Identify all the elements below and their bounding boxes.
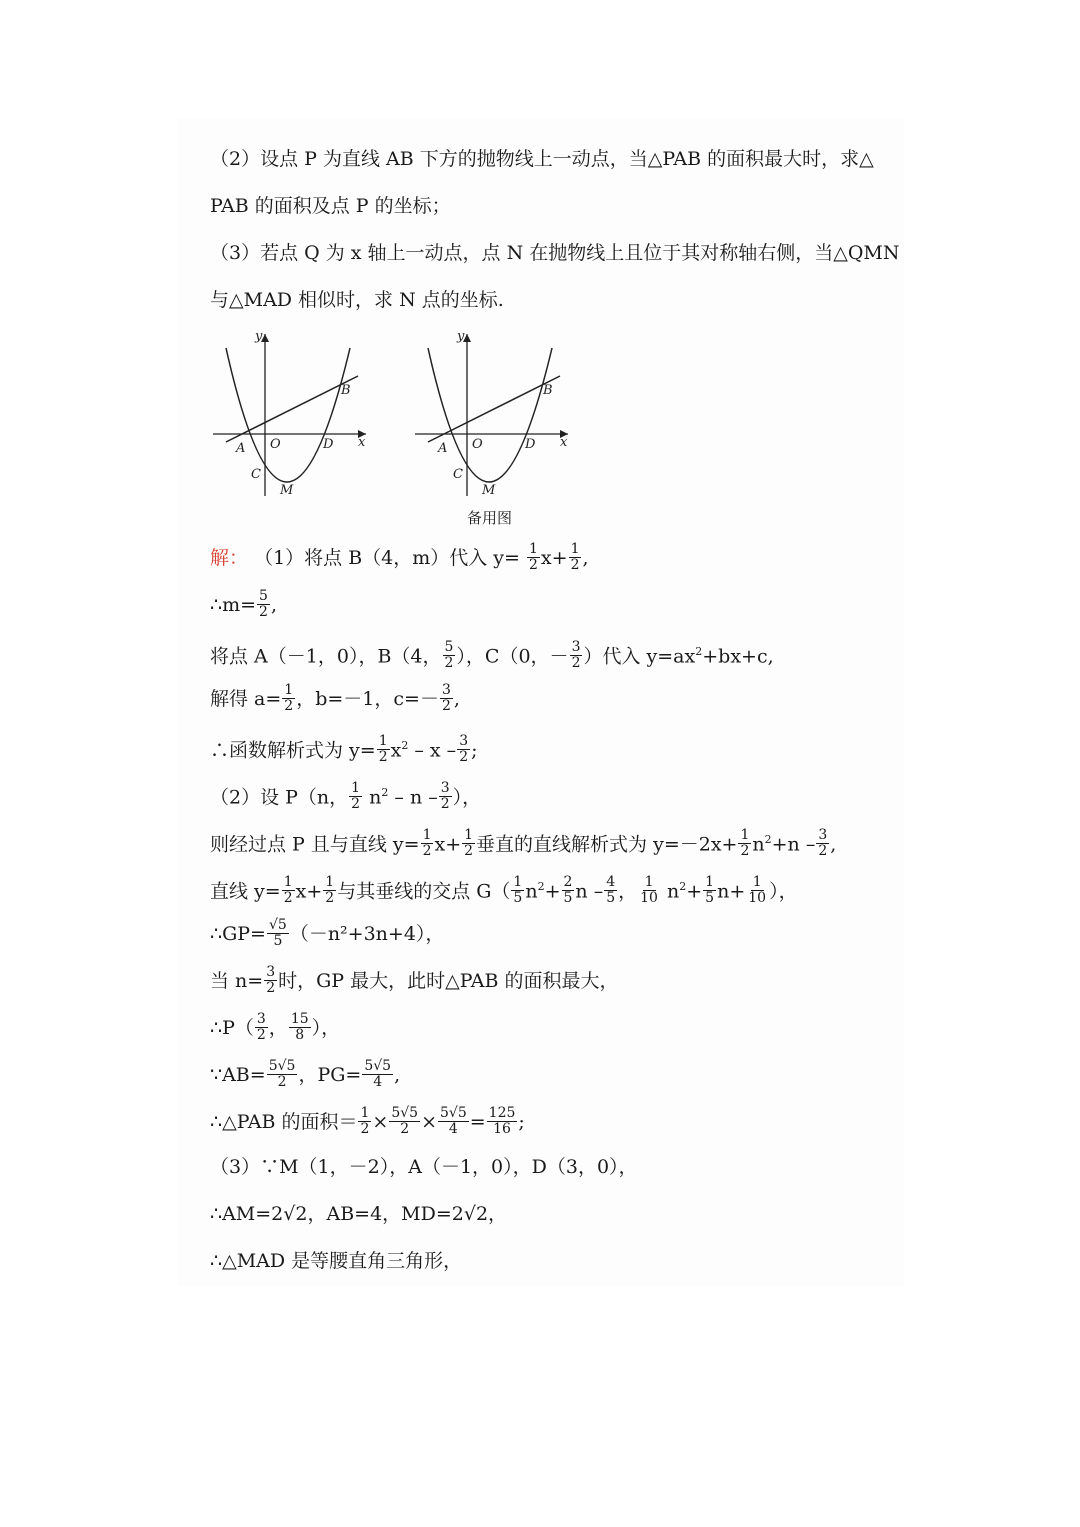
q3-line1: （3）若点 Q 为 x 轴上一动点，点 N 在抛物线上且位于其对称轴右侧，当△QMN: [210, 242, 900, 264]
fraction: $\frac{1}{10}$: [640, 873, 658, 906]
sol-line-12: ∵AB= $\frac{5√5}{2}$ ，PG= $\frac{5√5}{4}$ ,: [210, 1057, 401, 1090]
q2-line1: （2）设点 P 为直线 AB 下方的抛物线上一动点，当△PAB 的面积最大时，求△: [210, 148, 874, 170]
fraction: $\frac{√5}{5}$: [268, 916, 287, 949]
label-c-2: C: [453, 467, 463, 482]
sol-line-16: ∴△MAD 是等腰直角三角形，: [210, 1250, 463, 1272]
sol-line-7: 则经过点 P 且与直线 y= $\frac{1}{2}$ x+ $\frac{1}{2}$ 垂直的直线解析式为 y=－2x+ $\frac{1}{2}$ $n^2+n$ – $\frac{3}{2}$ ,: [210, 826, 837, 859]
fraction: $\frac{2}{5}$: [563, 873, 573, 906]
label-d: D: [323, 437, 334, 452]
label-o: O: [270, 437, 281, 452]
fraction: $\frac{3}{2}$: [440, 779, 450, 812]
sol-line-5: ∴函数解析式为 y= $\frac{1}{2}$ $x^2$ – x – $\frac{3}{2}$ ;: [210, 732, 478, 765]
sol-line-2: ∴m= $\frac{5}{2}$ ,: [210, 587, 277, 620]
q3-line2: 与△MAD 相似时，求 N 点的坐标.: [210, 289, 504, 311]
sol-line-10: 当 n= $\frac{3}{2}$ 时，GP 最大，此时△PAB 的面积最大，: [210, 963, 619, 996]
fraction: $\frac{1}{2}$: [740, 826, 750, 859]
fraction: $\frac{3}{2}$: [818, 826, 828, 859]
fraction: $\frac{3}{2}$: [459, 732, 469, 765]
sol-line-3: 将点 A（－1，0），B（4， $\frac{5}{2}$ ），C（0，－ $\frac{3}{2}$ ）代入 $y=ax^2+bx+c$,: [210, 638, 774, 671]
label-a: A: [236, 441, 246, 456]
sol-line-6: （2）设 P（n， $\frac{1}{2}$ $n^2$ – n – $\frac{3}{2}$ ），: [210, 779, 482, 812]
fraction: $\frac{3}{2}$: [441, 681, 451, 714]
fraction: $\frac{5√5}{2}$: [391, 1104, 419, 1137]
fraction: $\frac{3}{2}$: [256, 1010, 266, 1043]
sol-line-4: 解得 a= $\frac{1}{2}$ ，b=－1，c=－ $\frac{3}{2}$ ,: [210, 681, 460, 714]
fraction: $\frac{3}{2}$: [266, 963, 276, 996]
sol-line-8: 直线 y= $\frac{1}{2}$ x+ $\frac{1}{2}$ 与其垂线的交点 G（ $\frac{1}{5}$ $n^2+$ $\frac{2}{5}$ n – $\frac{4}{5}$ ， $\frac{1}{10}$ $n^2+$ $\frac{1}{5}$ n+ $\frac{1}{10}$ ），: [210, 873, 798, 906]
sol-line-14: （3）∵M（1，－2），A（－1，0），D（3，0），: [210, 1156, 638, 1178]
figure-backup: [410, 326, 575, 505]
fraction: $\frac{1}{2}$: [529, 540, 538, 573]
label-y: y: [255, 329, 263, 344]
fraction: $\frac{1}{2}$: [422, 826, 432, 859]
q2-line2: PAB 的面积及点 P 的坐标；: [210, 195, 451, 217]
fraction: $\frac{1}{2}$: [284, 681, 294, 714]
label-x-2: x: [560, 435, 568, 450]
solution-label: 解：: [210, 547, 249, 569]
label-b: B: [341, 383, 351, 398]
label-b-2: B: [543, 383, 553, 398]
label-a-2: A: [438, 441, 448, 456]
sol-line-13: ∴△PAB 的面积＝ $\frac{1}{2}$ × $\frac{5√5}{2}$ × $\frac{5√5}{4}$ = $\frac{125}{16}$ ;: [210, 1104, 525, 1137]
fraction: $\frac{4}{5}$: [606, 873, 616, 906]
fraction: $\frac{5√5}{2}$: [268, 1057, 296, 1090]
label-m: M: [280, 483, 294, 498]
fraction: $\frac{15}{8}$: [290, 1010, 309, 1043]
fraction: $\frac{1}{2}$: [360, 1104, 370, 1137]
fraction: $\frac{3}{2}$: [571, 638, 581, 671]
label-x: x: [358, 435, 366, 450]
fraction: $\frac{1}{2}$: [464, 826, 474, 859]
fraction: $\frac{1}{2}$: [351, 779, 361, 812]
fraction: $\frac{1}{2}$: [378, 732, 388, 765]
fraction: $\frac{1}{2}$: [325, 873, 335, 906]
fraction: $\frac{5√5}{4}$: [364, 1057, 392, 1090]
fraction: $\frac{1}{10}$: [748, 873, 767, 906]
fraction: $\frac{1}{2}$: [570, 540, 580, 573]
fraction: $\frac{5}{2}$: [444, 638, 454, 671]
label-c: C: [251, 467, 261, 482]
label-m-2: M: [482, 483, 496, 498]
label-y-2: y: [457, 329, 465, 344]
fraction: $\frac{1}{5}$: [513, 873, 523, 906]
fraction: $\frac{125}{16}$: [488, 1104, 516, 1137]
fraction: $\frac{1}{5}$: [705, 873, 715, 906]
label-o-2: O: [472, 437, 483, 452]
fraction: $\frac{5√5}{4}$: [439, 1104, 467, 1137]
label-d-2: D: [525, 437, 536, 452]
sol-line-1: 解： （1）将点 B（4，m）代入 y= $\frac{1}{2}$ x+ $\frac{1}{2}$ ,: [210, 540, 589, 573]
fraction: $\frac{5}{2}$: [259, 587, 268, 620]
sol-line-11: ∴P（ $\frac{3}{2}$ ， $\frac{15}{8}$ ），: [210, 1010, 341, 1043]
sol-line-9: ∴GP= $\frac{√5}{5}$ （－n²+3n+4），: [210, 916, 445, 949]
figure-caption: 备用图: [467, 509, 513, 527]
sol-line-15: ∴AM=2√2，AB=4，MD=2√2，: [210, 1203, 508, 1225]
fraction: $\frac{1}{2}$: [283, 873, 293, 906]
figure-main: [208, 326, 373, 505]
